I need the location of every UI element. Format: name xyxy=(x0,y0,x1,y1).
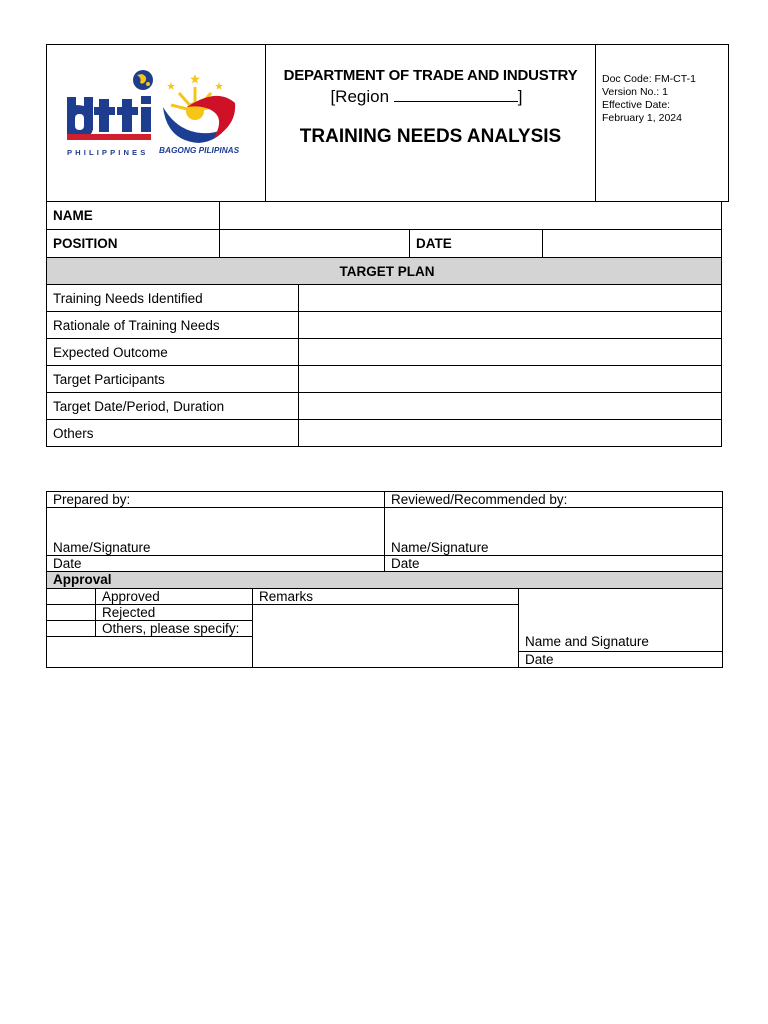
region-suffix: ] xyxy=(517,87,523,106)
remarks-label: Remarks xyxy=(253,589,519,605)
name-and-signature-label: Name and Signature xyxy=(525,634,649,649)
form-header xyxy=(46,44,729,202)
logo-area xyxy=(47,45,266,202)
rationale-field[interactable] xyxy=(299,312,722,339)
approved-checkbox[interactable] xyxy=(47,589,96,605)
date-field[interactable] xyxy=(543,230,722,258)
effective-date-label: Effective Date: xyxy=(602,99,671,111)
row-label: Rationale of Training Needs xyxy=(47,312,299,339)
prepared-by-label: Prepared by: xyxy=(47,492,385,508)
effective-date: February 1, 2024 xyxy=(602,112,682,124)
position-label: POSITION xyxy=(47,230,220,258)
row-label: Target Participants xyxy=(47,366,299,393)
training-needs-field[interactable] xyxy=(299,285,722,312)
date-label: Date xyxy=(391,555,420,571)
reviewed-date-field[interactable] xyxy=(385,556,723,572)
form-title: TRAINING NEEDS ANALYSIS xyxy=(299,126,562,147)
approver-signature-field[interactable] xyxy=(519,589,723,652)
title-cell xyxy=(266,45,596,202)
approval-header: Approval xyxy=(47,572,723,589)
region-blank-field[interactable] xyxy=(394,86,518,102)
approval-table xyxy=(46,491,723,668)
row-label: Training Needs Identified xyxy=(47,285,299,312)
approved-label: Approved xyxy=(96,589,253,605)
row-label: Target Date/Period, Duration xyxy=(47,393,299,420)
reviewed-signature-field[interactable] xyxy=(385,508,723,556)
position-field[interactable] xyxy=(220,230,410,258)
row-label: Expected Outcome xyxy=(47,339,299,366)
target-plan-table xyxy=(46,201,722,447)
dti-logo xyxy=(63,67,158,159)
department-name: DEPARTMENT OF TRADE AND INDUSTRY xyxy=(283,67,578,84)
date-label: Date xyxy=(525,651,554,667)
svg-text:PHILIPPINES: PHILIPPINES xyxy=(67,148,149,157)
date-label: Date xyxy=(53,555,82,571)
rejected-label: Rejected xyxy=(96,605,253,621)
region-line xyxy=(258,86,595,107)
name-signature-label: Name/Signature xyxy=(391,540,489,555)
remarks-field[interactable] xyxy=(253,605,519,668)
expected-outcome-field[interactable] xyxy=(299,339,722,366)
target-date-field[interactable] xyxy=(299,393,722,420)
others-label: Others, please specify: xyxy=(96,621,253,637)
bagong-pilipinas-logo xyxy=(159,71,259,161)
version-no: Version No.: 1 xyxy=(602,86,668,98)
date-label: DATE xyxy=(410,230,543,258)
name-field[interactable] xyxy=(220,202,722,230)
svg-text:BAGONG PILIPINAS: BAGONG PILIPINAS xyxy=(159,145,240,155)
approver-date-field[interactable] xyxy=(519,652,723,668)
document-meta xyxy=(596,45,729,202)
region-prefix: [Region xyxy=(330,87,390,106)
row-label: Others xyxy=(47,420,299,447)
rejected-checkbox[interactable] xyxy=(47,605,96,621)
name-label: NAME xyxy=(47,202,220,230)
others-checkbox[interactable] xyxy=(47,621,96,637)
doc-code: Doc Code: FM-CT-1 xyxy=(602,73,696,85)
others-specify-field[interactable] xyxy=(47,637,253,668)
prepared-signature-field[interactable] xyxy=(47,508,385,556)
target-participants-field[interactable] xyxy=(299,366,722,393)
target-plan-header: TARGET PLAN xyxy=(47,258,722,285)
others-field[interactable] xyxy=(299,420,722,447)
reviewed-by-label: Reviewed/Recommended by: xyxy=(385,492,723,508)
prepared-date-field[interactable] xyxy=(47,556,385,572)
name-signature-label: Name/Signature xyxy=(53,540,151,555)
